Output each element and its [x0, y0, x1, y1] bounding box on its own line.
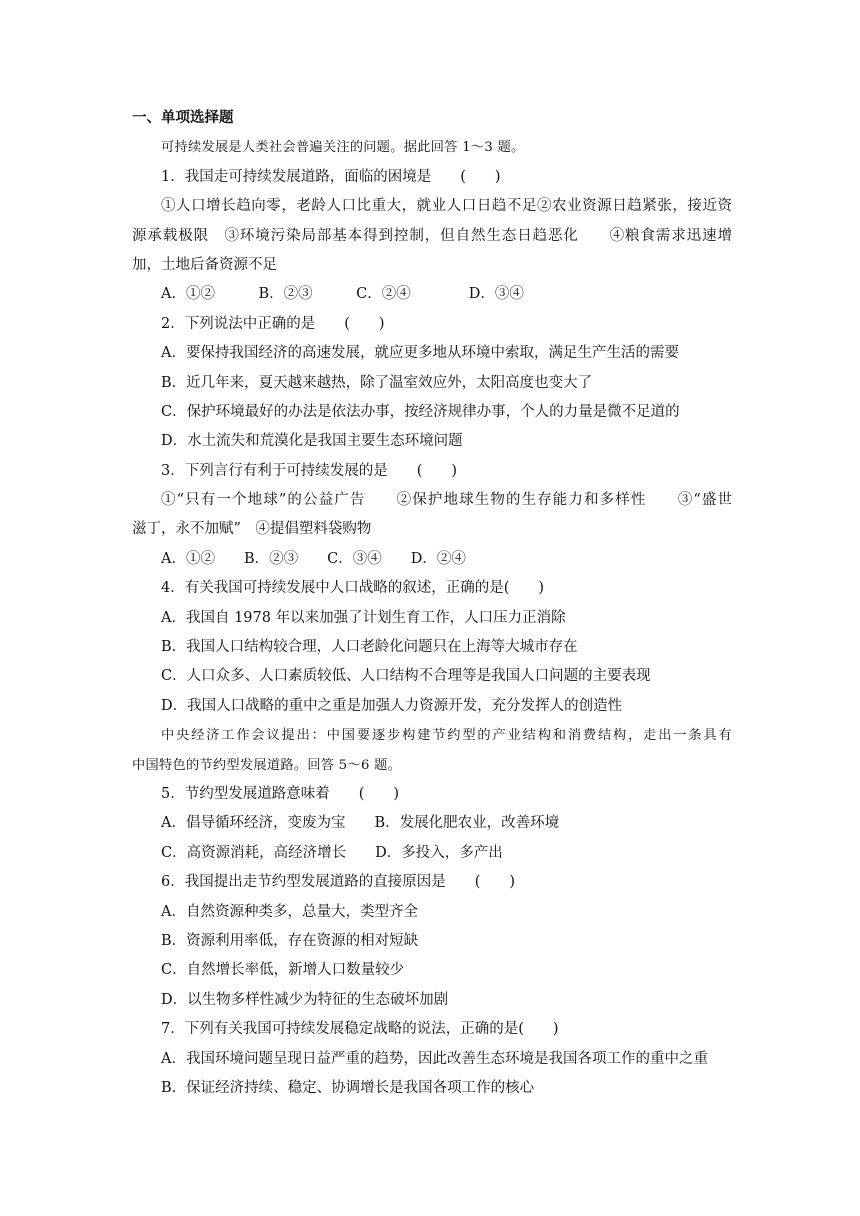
question-3-options: A．①② B．②③ C．③④ D．②④	[161, 550, 466, 567]
question-3-statements: ①“只有一个地球”的公益广告 ②保护地球生物的生存能力和多样性 ③“盛世	[161, 492, 732, 509]
section-title: 一、单项选择题	[132, 110, 234, 126]
question-5-stem: 5．节约型发展道路意味着 ( )	[161, 785, 400, 802]
passage-intro-1: 可持续发展是人类社会普遍关注的问题。据此回答 1～3 题。	[161, 140, 525, 156]
question-4-option-c: C．人口众多、人口素质较低、人口结构不合理等是我国人口问题的主要表现	[161, 668, 651, 685]
passage-intro-2: 中国特色的节约型发展道路。回答 5～6 题。	[132, 757, 402, 773]
question-5-options-ab: A．倡导循环经济，变废为宝 B．发展化肥农业，改善环境	[161, 815, 560, 832]
question-6-option-c: C．自然增长率低，新增人口数量较少	[161, 962, 405, 979]
document-page	[132, 104, 732, 1103]
question-3-statements: 滋丁，永不加赋” ④提倡塑料袋购物	[132, 521, 372, 538]
question-4-option-b: B．我国人口结构较合理，人口老龄化问题只在上海等大城市存在	[161, 639, 578, 656]
question-1-stem: 1．我国走可持续发展道路，面临的困境是 ( )	[161, 168, 501, 185]
question-2-option-d: D．水土流失和荒漠化是我国主要生态环境问题	[161, 433, 463, 450]
question-7-option-a: A．我国环境问题呈现日益严重的趋势，因此改善生态环境是我国各项工作的重中之重	[161, 1050, 708, 1067]
question-2-option-b: B．近几年来，夏天越来越热，除了温室效应外，太阳高度也变大了	[161, 374, 593, 391]
question-1-options: A．①② B．②③ C．②④ D．③④	[161, 286, 524, 303]
question-6-stem: 6．我国提出走节约型发展道路的直接原因是 ( )	[161, 874, 516, 891]
passage-intro-2: 中央经济工作会议提出：中国要逐步构建节约型的产业结构和消费结构，走出一条具有	[161, 728, 732, 744]
question-4-stem: 4．有关我国可持续发展中人口战略的叙述，正确的是( )	[161, 580, 545, 597]
question-3-stem: 3．下列言行有利于可持续发展的是 ( )	[161, 462, 458, 479]
question-6-option-d: D．以生物多样性减少为特征的生态破坏加剧	[161, 991, 449, 1008]
question-4-option-d: D．我国人口战略的重中之重是加强人力资源开发，充分发挥人的创造性	[161, 697, 623, 714]
question-2-option-c: C．保护环境最好的办法是依法办事，按经济规律办事，个人的力量是微不足道的	[161, 403, 680, 420]
question-1-statements: ①人口增长趋向零，老龄人口比重大，就业人口日趋不足②农业资源日趋紧张，接近资	[161, 198, 732, 215]
question-6-option-a: A．自然资源种类多，总量大，类型齐全	[161, 903, 418, 920]
question-7-stem: 7．下列有关我国可持续发展稳定战略的说法，正确的是( )	[161, 1021, 559, 1038]
question-7-option-b: B．保证经济持续、稳定、协调增长是我国各项工作的核心	[161, 1079, 535, 1096]
question-2-option-a: A．要保持我国经济的高速发展，就应更多地从环境中索取，满足生产生活的需要	[161, 345, 679, 362]
question-1-statements: 加，土地后备资源不足	[132, 256, 277, 273]
question-6-option-b: B．资源利用率低，存在资源的相对短缺	[161, 932, 419, 949]
question-4-option-a: A．我国自 1978 年以来加强了计划生育工作，人口压力正消除	[161, 609, 566, 626]
question-2-stem: 2．下列说法中正确的是 ( )	[161, 315, 385, 332]
question-1-statements: 源承载极限 ③环境污染局部基本得到控制，但自然生态日趋恶化 ④粮食需求迅速增	[132, 227, 732, 244]
question-5-options-cd: C．高资源消耗，高经济增长 D．多投入，多产出	[161, 844, 503, 861]
